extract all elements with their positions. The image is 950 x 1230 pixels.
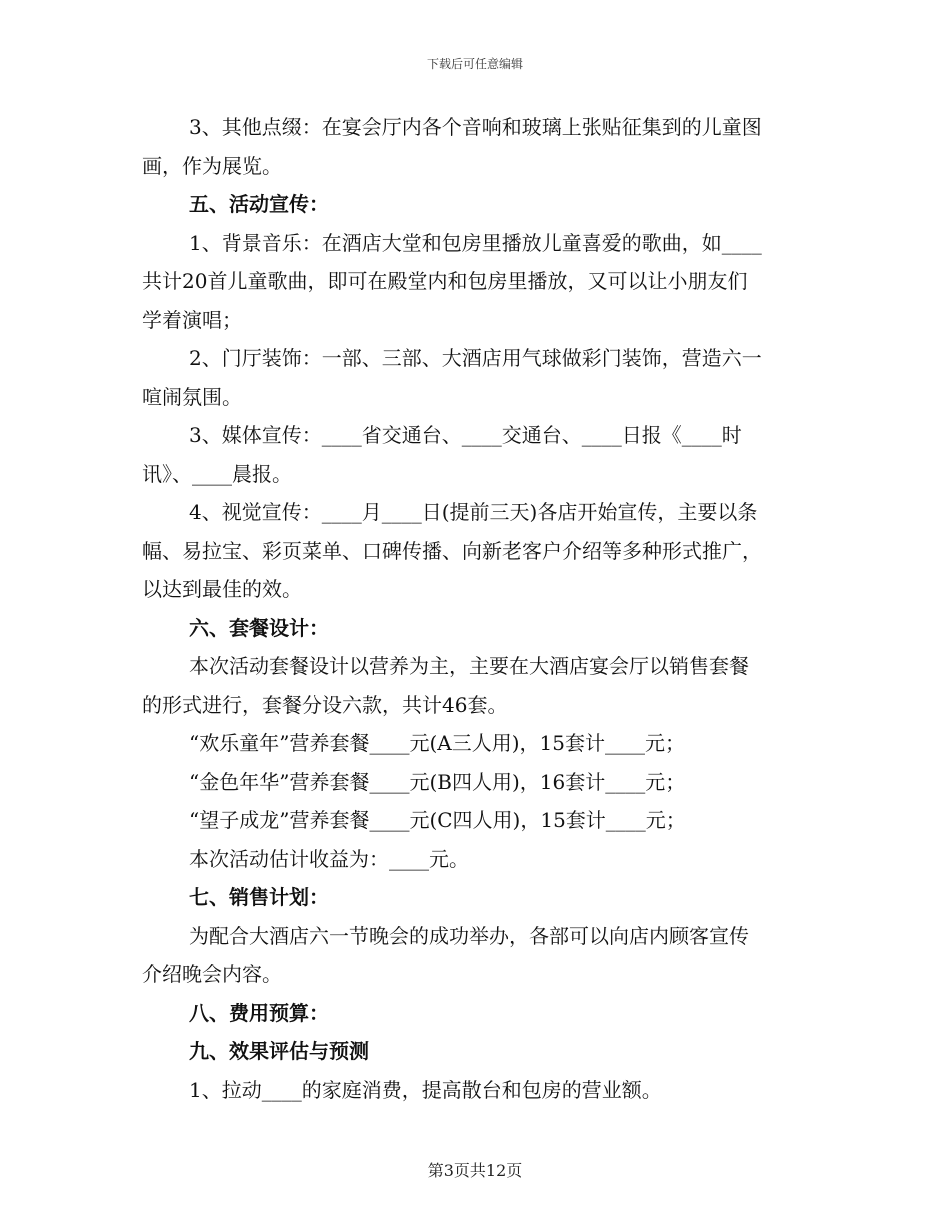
- paragraph-line: 幅、易拉宝、彩页菜单、口碑传播、向新老客户介绍等多种形式推广，: [142, 538, 762, 563]
- section-heading: 七、销售计划：: [189, 885, 329, 909]
- package-line: “欢乐童年”营养套餐____元(A三人用)，15套计____元；: [189, 731, 685, 755]
- section-heading: 九、效果评估与预测: [189, 1039, 369, 1063]
- section-heading: 六、套餐设计：: [189, 615, 329, 640]
- package-line: “金色年华”营养套餐____元(B四人用)，16套计____元；: [189, 769, 686, 794]
- page-footer: 第3页共12页: [427, 1161, 523, 1180]
- paragraph-line: 4、视觉宣传：____月____日(提前三天)各店开始宣传，主要以条: [189, 500, 758, 524]
- paragraph-line: 本次活动估计收益为：____元。: [189, 846, 469, 871]
- section-heading: 五、活动宣传：: [189, 192, 329, 216]
- section-heading: 八、费用预算：: [189, 1000, 329, 1025]
- paragraph-line: 3、其他点缀：在宴会厅内各个音响和玻璃上张贴征集到的儿童图: [189, 115, 762, 139]
- paragraph-line: 本次活动套餐设计以营养为主，主要在大酒店宴会厅以销售套餐: [189, 654, 749, 678]
- paragraph-line: 画，作为展览。: [142, 153, 282, 178]
- paragraph-line: 2、门厅装饰：一部、三部、大酒店用气球做彩门装饰，营造六一: [189, 346, 762, 370]
- page-header: 下载后可任意编辑: [426, 57, 523, 71]
- paragraph-line: 以达到最佳的效。: [142, 577, 302, 601]
- paragraph-line: 3、媒体宣传：____省交通台、____交通台、____日报《____时: [189, 423, 742, 447]
- paragraph-line: 讯》、____晨报。: [142, 461, 292, 486]
- document-body: [142, 108, 814, 1109]
- package-line: “望子成龙”营养套餐____元(C四人用)，15套计____元；: [189, 808, 686, 832]
- paragraph-line: 的形式进行，套餐分设六款，共计46套。: [142, 692, 508, 717]
- paragraph-line: 1、背景音乐：在酒店大堂和包房里播放儿童喜爱的歌曲，如____: [189, 230, 762, 255]
- paragraph-line: 介绍晚会内容。: [142, 962, 282, 986]
- paragraph-line: 喧闹氛围。: [142, 384, 242, 409]
- paragraph-line: 为配合大酒店六一节晚会的成功举办，各部可以向店内顾客宣传: [189, 923, 749, 948]
- paragraph-line: 学着演唱；: [142, 307, 242, 332]
- paragraph-line: 共计20首儿童歌曲，即可在殿堂内和包房里播放，又可以让小朋友们: [142, 269, 748, 293]
- paragraph-line: 1、拉动____的家庭消费，提高散台和包房的营业额。: [189, 1077, 662, 1102]
